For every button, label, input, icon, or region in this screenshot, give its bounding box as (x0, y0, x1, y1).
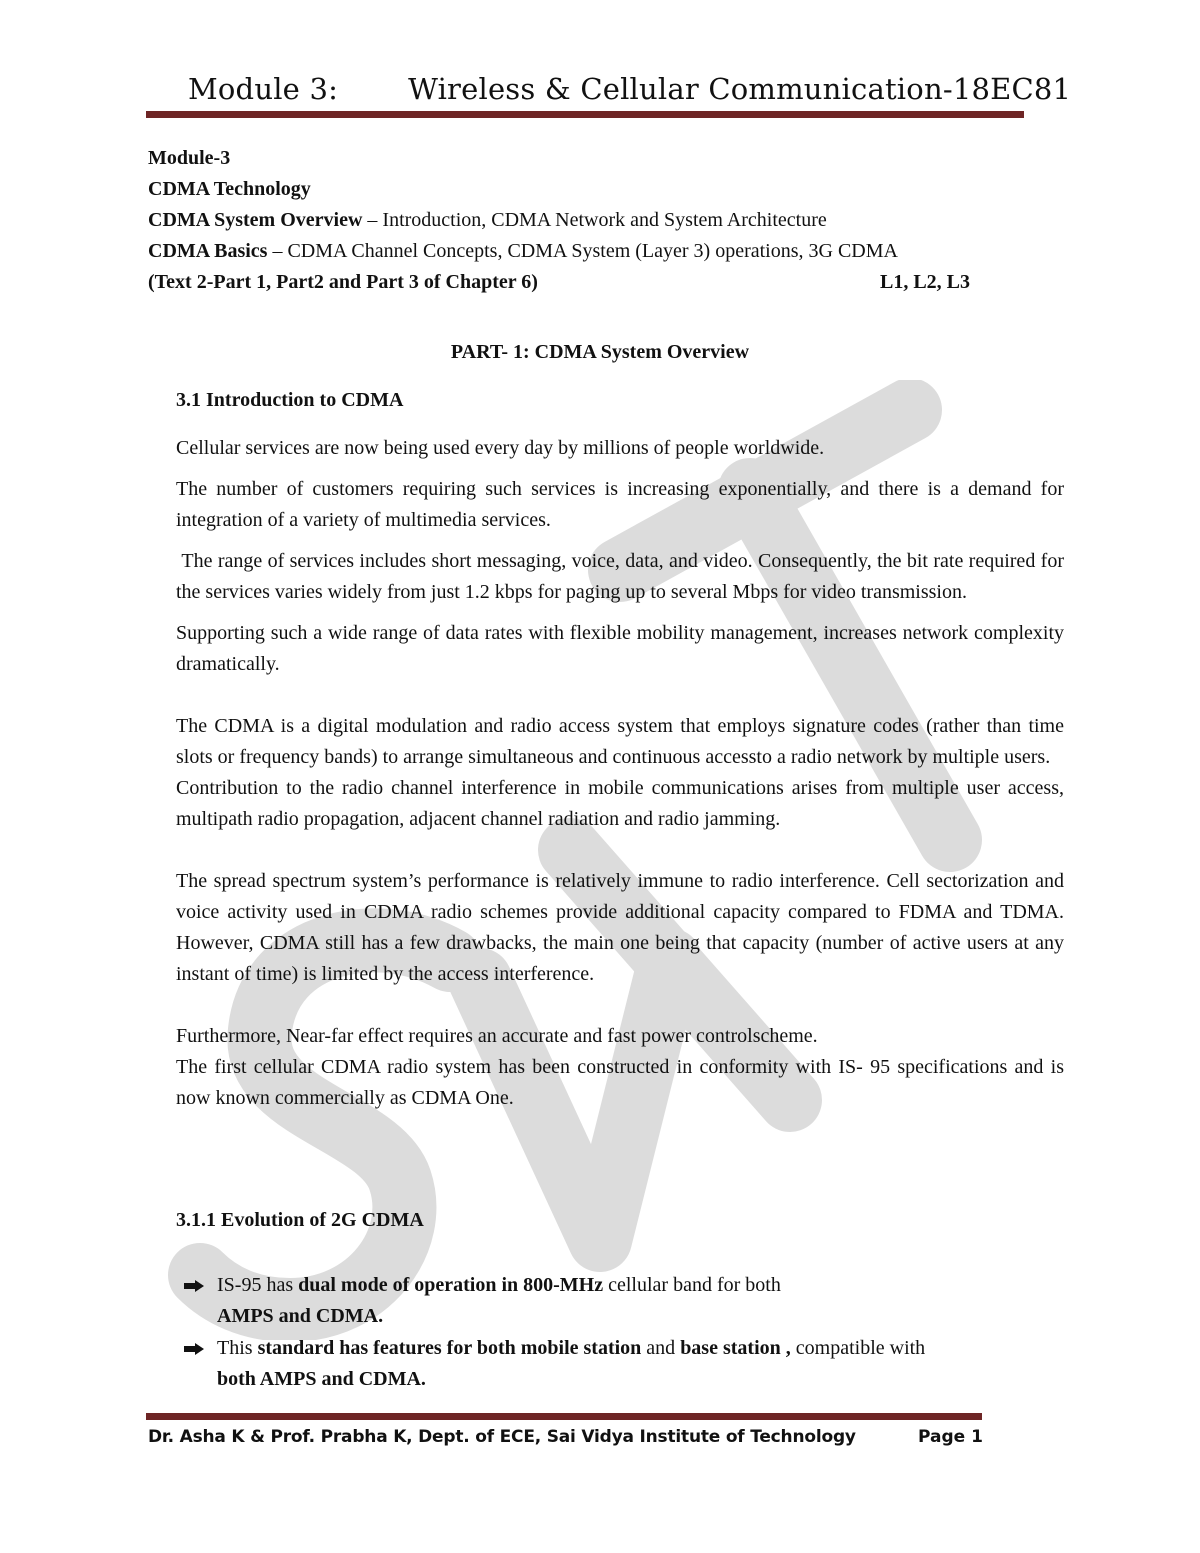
syllabus-block (148, 143, 971, 298)
list-item (184, 1333, 1064, 1395)
paragraph: The first cellular CDMA radio system has been constructed in conformity with IS- 95 specifications and is now known commercially as CDMA One. (176, 1056, 1064, 1109)
text-ref-bold: Text 2-Part 1, Part2 and Part 3 of Chapter 6 (154, 271, 532, 293)
paragraph: Supporting such a wide range of data rates with flexible mobility management, increases network complexity dramatically. (176, 622, 1064, 675)
arrow-bullet-icon (184, 1280, 204, 1292)
header-course-title: Wireless & Cellular Communication-18EC81 (408, 72, 1072, 106)
page-header-title (188, 72, 1071, 106)
part-heading: PART- 1: CDMA System Overview (450, 341, 750, 363)
bullet1-d: AMPS and CDMA. (217, 1305, 384, 1327)
paragraph: The number of customers requiring such services is increasing exponentially, and there is a demand for integration of a variety of multimedia services. (176, 478, 1064, 531)
evolution-bullets (184, 1270, 1064, 1396)
tech-title: CDMA Technology (148, 178, 311, 200)
bullet2-f: both AMPS and CDMA. (217, 1368, 426, 1390)
bullet2-e: compatible with (790, 1337, 926, 1359)
bullet1-a: IS-95 has (217, 1274, 299, 1296)
text-ref-open: ( (148, 271, 155, 293)
footer-authors: Dr. Asha K & Prof. Prabha K, Dept. of ECE, Sai Vidya Institute of Technology (148, 1427, 856, 1447)
paragraph: The range of services includes short messaging, voice, data, and video. Consequently, the bit rate required for the services varies widely from just 1.2 kbps for paging up to several Mbps for video transmission. (176, 550, 1070, 603)
text-ref-close: ) (531, 271, 538, 293)
section-heading-3-1: 3.1 Introduction to CDMA (176, 389, 404, 411)
basics-rest: – CDMA Channel Concepts, CDMA System (Layer 3) operations, 3G CDMA (267, 240, 898, 262)
bullet1-c: cellular band for both (603, 1274, 781, 1296)
arrow-bullet-icon (184, 1343, 204, 1355)
bullet2-c: and (641, 1337, 681, 1359)
text-reference-line (148, 267, 971, 298)
bullet2-d: base station , (680, 1337, 791, 1359)
bullet2-a: This (217, 1337, 258, 1359)
levels: L1, L2, L3 (880, 271, 971, 293)
paragraph: The spread spectrum system’s performance is relatively immune to radio interference. Cell sectorization and voice activity used in CDMA radio schemes provide additional capacity compared to FDMA and TDMA. However, CDMA still has a few drawbacks, the main one being that capacity (number of active users at any instant of time) is limited by the access interference. (176, 870, 1064, 985)
basics-bold: CDMA Basics (148, 240, 268, 262)
bullet2-b: standard has features for both mobile station (257, 1337, 642, 1359)
footer-rule (146, 1413, 982, 1420)
page-number: Page 1 (918, 1427, 983, 1447)
section-heading-3-1-1: 3.1.1 Evolution of 2G CDMA (176, 1209, 424, 1231)
overview-bold: CDMA System Overview (148, 209, 363, 231)
basics-line (148, 236, 898, 267)
paragraph: Furthermore, Near-far effect requires an accurate and fast power controlscheme. (176, 1025, 818, 1047)
overview-rest: – Introduction, CDMA Network and System Architecture (362, 209, 827, 231)
paragraph: Contribution to the radio channel interference in mobile communications arises from multiple user access, multipath radio propagation, adjacent channel radiation and radio jamming. (176, 777, 1064, 830)
module-label: Module-3 (148, 147, 231, 169)
paragraph: The CDMA is a digital modulation and radio access system that employs signature codes (rather than time slots or frequency bands) to arrange simultaneous and continuous accessto a radio network by multiple users. (176, 715, 1064, 768)
header-module: Module 3: (188, 72, 339, 106)
list-item (184, 1270, 1064, 1332)
paragraph: Cellular services are now being used every day by millions of people worldwide. (176, 437, 825, 459)
bullet1-b: dual mode of operation in 800-MHz (298, 1274, 604, 1296)
section-3-1-body (176, 433, 1070, 1114)
overview-line (148, 205, 898, 236)
header-rule (146, 111, 1024, 118)
